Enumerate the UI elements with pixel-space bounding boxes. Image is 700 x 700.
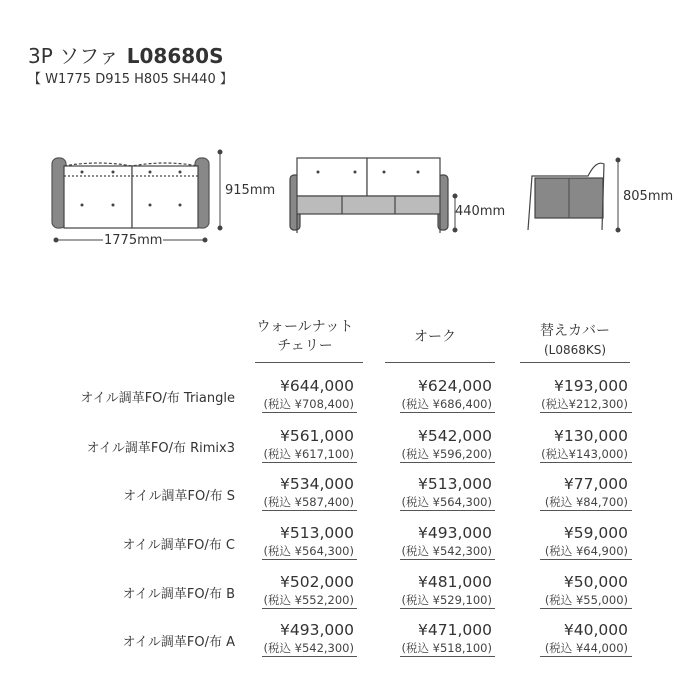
price-cell <box>401 474 492 510</box>
price-tax: (税込 ¥542,300) <box>401 544 492 558</box>
front-back-cushion-left <box>297 158 367 196</box>
row-divider <box>400 412 495 413</box>
price-main: ¥193,000 <box>554 377 628 395</box>
height-dimension-line <box>616 158 620 232</box>
row-label: オイル調革FO/布 Triangle <box>80 391 235 406</box>
price-tax: (税込 ¥686,400) <box>401 397 492 411</box>
price-tax: (税込 ¥529,100) <box>401 593 492 607</box>
price-main: ¥513,000 <box>280 524 354 542</box>
column-rule <box>385 362 495 363</box>
column-header-line1: ウォールナット <box>256 319 354 335</box>
price-main: ¥130,000 <box>554 427 628 445</box>
row-divider <box>540 412 632 413</box>
price-main: ¥481,000 <box>418 573 492 591</box>
left-cushion <box>64 166 132 228</box>
column-header-line1: オーク <box>414 329 456 345</box>
price-tax: (税込¥143,000) <box>541 447 628 461</box>
price-tax: (税込 ¥64,900) <box>544 544 628 558</box>
sofa-drawings <box>0 0 700 260</box>
column-header-walnut-cherry <box>250 318 360 356</box>
price-cell <box>541 376 628 412</box>
price-tax: (税込 ¥587,400) <box>263 495 354 509</box>
model-number: L08680S <box>126 44 224 68</box>
price-cell <box>401 426 492 462</box>
row-divider <box>400 559 495 560</box>
height-label: 805mm <box>623 189 674 204</box>
price-cell <box>263 376 354 412</box>
price-tax: (税込 ¥44,000) <box>544 641 628 655</box>
row-label: オイル調革FO/布 A <box>122 635 235 650</box>
row-label: オイル調革FO/布 Rimix3 <box>86 441 235 456</box>
sofa-top-view <box>52 158 209 228</box>
sofa-front-view <box>290 158 448 233</box>
row-divider <box>540 510 632 511</box>
price-tax: (税込¥212,300) <box>541 397 628 411</box>
price-cell <box>545 474 628 510</box>
price-tax: (税込 ¥518,100) <box>401 641 492 655</box>
dimensions-summary: 【 W1775 D915 H805 SH440 】 <box>28 72 233 87</box>
price-main: ¥644,000 <box>280 377 354 395</box>
price-cell <box>263 572 354 608</box>
price-tax: (税込 ¥552,200) <box>263 593 354 607</box>
row-divider <box>262 510 357 511</box>
price-main: ¥77,000 <box>563 475 628 493</box>
price-tax: (税込 ¥564,300) <box>401 495 492 509</box>
price-main: ¥471,000 <box>418 621 492 639</box>
price-tax: (税込 ¥564,300) <box>263 544 354 558</box>
front-back-cushion-right <box>367 158 440 196</box>
depth-dimension-line <box>218 150 222 230</box>
depth-label: 915mm <box>225 183 276 198</box>
row-label: オイル調革FO/布 S <box>123 489 235 504</box>
price-main: ¥40,000 <box>563 621 628 639</box>
column-header-cover <box>520 322 630 360</box>
column-header-line2: (L0868KS) <box>543 343 607 357</box>
row-divider <box>262 462 357 463</box>
row-divider <box>262 412 357 413</box>
price-cell <box>263 426 354 462</box>
price-cell <box>401 620 492 656</box>
price-main: ¥493,000 <box>418 524 492 542</box>
row-divider <box>262 656 357 657</box>
width-label: 1775mm <box>104 233 163 248</box>
price-main: ¥50,000 <box>563 573 628 591</box>
row-divider <box>540 656 632 657</box>
price-main: ¥534,000 <box>280 475 354 493</box>
price-main: ¥624,000 <box>418 377 492 395</box>
row-divider <box>400 608 495 609</box>
right-cushion <box>132 166 198 228</box>
column-header-oak <box>380 328 490 347</box>
row-label: オイル調革FO/布 B <box>122 587 235 602</box>
row-divider <box>262 559 357 560</box>
price-cell <box>263 474 354 510</box>
front-seat <box>297 196 440 214</box>
row-divider <box>400 510 495 511</box>
price-cell <box>401 572 492 608</box>
row-divider <box>400 656 495 657</box>
row-divider <box>262 608 357 609</box>
seat-height-label: 440mm <box>455 204 506 219</box>
row-label: オイル調革FO/布 C <box>122 538 235 553</box>
price-main: ¥561,000 <box>280 427 354 445</box>
price-tax: (税込 ¥596,200) <box>401 447 492 461</box>
price-cell <box>545 620 628 656</box>
price-cell <box>541 426 628 462</box>
price-main: ¥542,000 <box>418 427 492 445</box>
price-tax: (税込 ¥55,000) <box>544 593 628 607</box>
price-cell <box>263 620 354 656</box>
price-main: ¥513,000 <box>418 475 492 493</box>
column-rule <box>255 362 363 363</box>
row-divider <box>400 462 495 463</box>
price-tax: (税込 ¥84,700) <box>544 495 628 509</box>
price-cell <box>545 572 628 608</box>
column-header-line1: 替えカバー <box>540 323 610 339</box>
row-divider <box>540 462 632 463</box>
price-main: ¥493,000 <box>280 621 354 639</box>
row-divider <box>540 608 632 609</box>
price-cell <box>401 376 492 412</box>
column-rule <box>520 362 630 363</box>
price-cell <box>401 523 492 559</box>
price-tax: (税込 ¥617,100) <box>263 447 354 461</box>
product-name: 3P ソファ <box>28 44 119 68</box>
column-header-line2: チェリー <box>277 338 333 354</box>
price-main: ¥502,000 <box>280 573 354 591</box>
sofa-side-view <box>528 163 604 230</box>
price-cell <box>545 523 628 559</box>
price-main: ¥59,000 <box>563 524 628 542</box>
price-cell <box>263 523 354 559</box>
row-divider <box>540 559 632 560</box>
price-tax: (税込 ¥708,400) <box>263 397 354 411</box>
price-tax: (税込 ¥542,300) <box>263 641 354 655</box>
